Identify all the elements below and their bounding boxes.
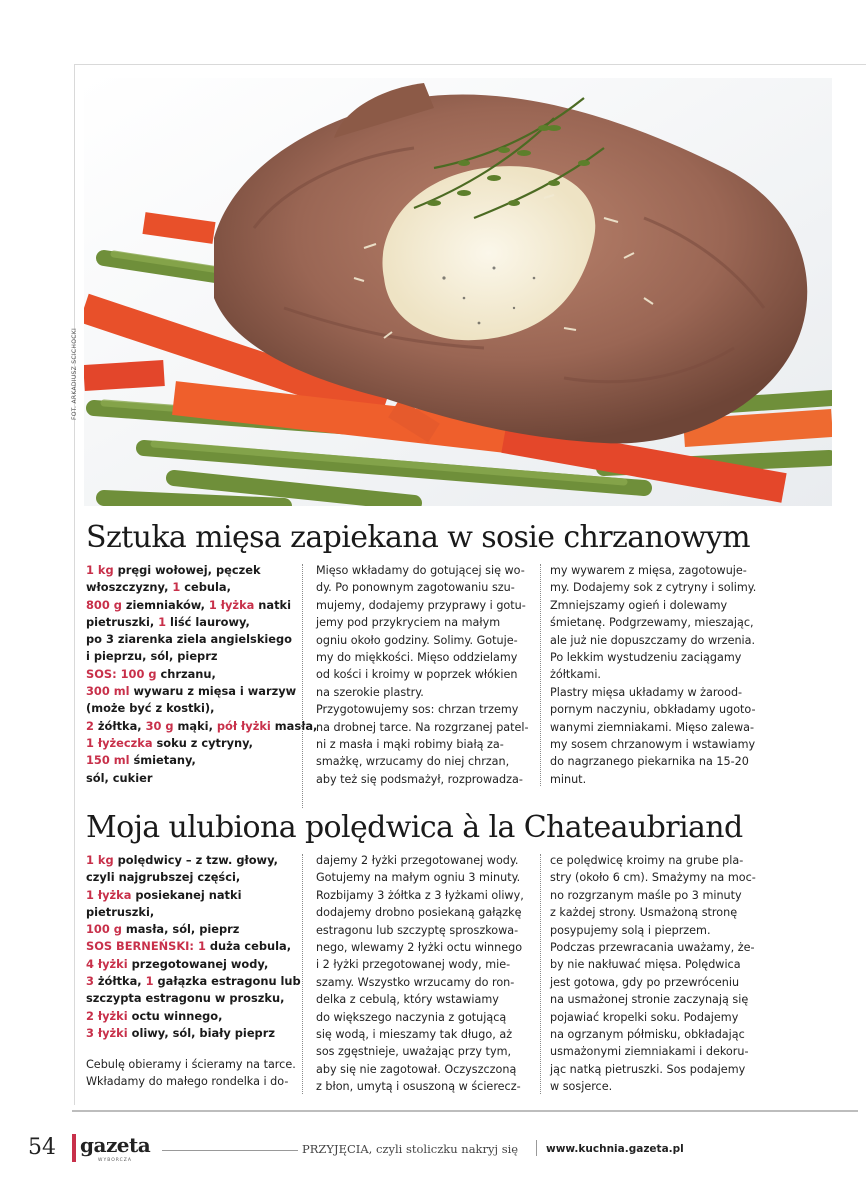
- text-line: jest gotowa, gdy po przewróceniu: [550, 975, 740, 989]
- ingredient-quantity: 2 łyżki: [86, 1008, 128, 1023]
- photo-credit: FOT. ARKADIUSZ SCICHOCKI: [71, 327, 78, 420]
- text-line: w sosjerce.: [550, 1080, 613, 1094]
- ingredient-quantity: 1: [145, 974, 154, 989]
- text-line: żółtkami.: [550, 668, 601, 682]
- ingredient-text: liść laurowy,: [166, 614, 250, 629]
- text-line: mujemy, dodajemy przyprawy i gotu-: [316, 598, 526, 612]
- text-line: wanymi ziemniakami. Mięso zalewa-: [550, 720, 754, 734]
- footer-separator: [536, 1140, 537, 1156]
- ingredient-text: polędwicy – z tzw. głowy,: [113, 853, 278, 867]
- ingredient-line: [86, 562, 296, 579]
- text-line: jemy pod przykryciem na małym: [316, 616, 501, 630]
- text-line: sos zgęstnieje, uważając przy tym,: [316, 1045, 512, 1059]
- text-line: aby też się podsmażył, rozprowadza-: [316, 772, 523, 786]
- ingredient-line: [86, 1025, 296, 1042]
- text-line: na drobnej tarce. Na rozgrzanej patel-: [316, 720, 529, 734]
- text-line: ni z masła i mąki robimy białą za-: [316, 738, 504, 752]
- column-divider: [302, 854, 304, 1094]
- ingredient-line: [86, 869, 296, 886]
- ingredient-quantity: pół łyżki: [216, 718, 271, 733]
- text-line: do większego naczynia z gotującą: [316, 1010, 507, 1024]
- ingredient-quantity: 2: [86, 718, 94, 733]
- ingredient-line: [86, 579, 296, 596]
- text-line: ale już nie dopuszczamy do wrzenia.: [550, 633, 756, 647]
- text-line: usmażonymi ziemniakami i dekoru-: [550, 1045, 749, 1059]
- ingredient-text: octu winnego,: [127, 1008, 223, 1023]
- ingredient-quantity: SOS BERNEŃSKI:: [86, 939, 198, 954]
- text-line: ogniu około godziny. Solimy. Gotuje-: [316, 633, 518, 647]
- recipe-1-title: Sztuka mięsa zapiekana w sosie chrzanowym: [86, 520, 750, 555]
- recipe-2-ingredients: [86, 852, 301, 1042]
- section-name: PRZYJĘCIA, czyli stoliczku nakryj się: [302, 1142, 519, 1156]
- text-line: Rozbijamy 3 żółtka z 3 łyżkami oliwy,: [316, 888, 524, 902]
- text-line: z każdej strony. Usmażoną stronę: [550, 906, 738, 920]
- ingredient-line: [86, 752, 296, 769]
- recipe-1-column-3: [550, 562, 760, 788]
- ingredient-text: duża cebula,: [205, 939, 292, 954]
- website-link[interactable]: www.kuchnia.gazeta.pl: [546, 1143, 684, 1155]
- ingredient-line: [86, 735, 296, 752]
- text-line: my. Dodajemy sok z cytryny i solimy.: [550, 581, 757, 595]
- text-line: i 2 łyżki przegotowanej wody, mie-: [316, 958, 511, 972]
- gazeta-logo: gazeta: [80, 1133, 151, 1157]
- ingredient-text: czyli najgrubszej części,: [86, 870, 241, 885]
- ingredient-text: żółtka,: [93, 718, 146, 733]
- ingredient-line: [86, 938, 296, 955]
- ingredient-quantity: 100 g: [86, 922, 122, 937]
- ingredient-text: ziemniaków,: [121, 597, 209, 612]
- ingredient-line: [86, 597, 296, 614]
- recipe-2-column-3: [550, 852, 760, 1096]
- text-line: ce polędwicę kroimy na grube pla-: [550, 854, 744, 867]
- footer-rule: [72, 1110, 858, 1112]
- ingredient-line: [86, 631, 296, 648]
- dish-photo: [84, 78, 832, 506]
- ingredient-quantity: 1: [172, 580, 181, 595]
- ingredient-quantity: 300 ml: [86, 684, 130, 699]
- ingredient-quantity: 30 g: [145, 718, 174, 733]
- text-line: na ogrzanym półmisku, obkładając: [550, 1028, 745, 1042]
- footer-line: [162, 1150, 298, 1151]
- ingredient-quantity: 1 łyżka: [86, 887, 132, 902]
- text-line: od kości i kroimy w poprzek włókien: [316, 668, 518, 682]
- text-line: z błon, umytą i osuszoną w ścierecz-: [316, 1080, 521, 1094]
- text-line: szamy. Wszystko wrzucamy do ron-: [316, 975, 515, 989]
- recipe-2-title: Moja ulubiona polędwica à la Chateaubriand: [86, 810, 743, 845]
- ingredient-text: posiekanej natki: [131, 887, 242, 902]
- ingredient-quantity: 1 łyżka: [208, 597, 255, 612]
- ingredient-line: [86, 648, 296, 665]
- ingredient-line: [86, 700, 296, 717]
- ingredient-text: pietruszki,: [86, 904, 155, 919]
- text-line: Wkładamy do małego rondelka i do-: [86, 1075, 289, 1089]
- ingredient-quantity: 1 kg: [86, 853, 114, 867]
- ingredient-text: mąki,: [173, 718, 217, 733]
- text-line: Plastry mięsa układamy w żarood-: [550, 685, 743, 699]
- text-line: na szerokie plastry.: [316, 685, 424, 699]
- text-line: no rozgrzanym maśle po 3 minuty: [550, 888, 742, 902]
- recipe-2-column-1-text: [86, 1056, 298, 1091]
- ingredient-line: [86, 990, 296, 1007]
- logo-accent-bar: [72, 1134, 76, 1162]
- ingredient-quantity: 1: [197, 939, 206, 954]
- ingredient-line: [86, 921, 296, 938]
- text-line: posypujemy solą i pieprzem.: [550, 923, 711, 937]
- text-line: dy. Po ponownym zagotowaniu szu-: [316, 581, 515, 595]
- text-line: by nie nakłuwać mięsa. Polędwica: [550, 958, 741, 972]
- column-divider: [540, 564, 542, 786]
- text-line: dajemy 2 łyżki przegotowanej wody.: [316, 854, 519, 867]
- ingredient-quantity: 4 łyżki: [86, 956, 128, 971]
- ingredient-quantity: 1 kg: [86, 563, 114, 577]
- ingredient-quantity: 3: [86, 974, 94, 989]
- text-line: Po lekkim wystudzeniu zaciągamy: [550, 651, 742, 665]
- text-line: pornym naczyniu, obkładamy ugoto-: [550, 703, 756, 717]
- ingredient-line: [86, 852, 296, 869]
- gazeta-logo-subtitle: WYBORCZA: [98, 1158, 132, 1163]
- text-line: my wywarem z mięsa, zagotowuje-: [550, 564, 747, 577]
- ingredient-text: soku z cytryny,: [152, 735, 254, 750]
- ingredient-text: szczypta estragonu w proszku,: [86, 991, 285, 1006]
- ingredient-text: gałązka estragonu lub: [153, 974, 301, 989]
- ingredient-quantity: 1 łyżeczka: [86, 735, 153, 750]
- ingredient-text: żółtka,: [93, 974, 146, 989]
- ingredient-text: sól, cukier: [86, 770, 153, 785]
- text-line: minut.: [550, 772, 587, 786]
- text-line: Cebulę obieramy i ścieramy na tarce.: [86, 1058, 296, 1071]
- text-line: my sosem chrzanowym i wstawiamy: [550, 738, 756, 752]
- ingredient-line: [86, 1008, 296, 1025]
- recipe-2-column-2: [316, 852, 538, 1096]
- ingredient-text: cebula,: [180, 580, 231, 595]
- ingredient-text: przegotowanej wody,: [127, 956, 269, 971]
- text-line: pojawiać kropelki soku. Podajemy: [550, 1010, 739, 1024]
- text-line: jąc natką pietruszki. Sos podajemy: [550, 1062, 746, 1076]
- text-line: Gotujemy na małym ogniu 3 minuty.: [316, 871, 521, 885]
- column-divider: [540, 854, 542, 1094]
- text-line: estragonu lub szczyptę sproszkowa-: [316, 923, 519, 937]
- ingredient-line: [86, 973, 301, 990]
- text-line: aby się nie zagotował. Oczyszczoną: [316, 1062, 517, 1076]
- ingredient-line: [86, 683, 296, 700]
- text-line: my do miękkości. Mięso oddzielamy: [316, 651, 518, 665]
- ingredient-line: [86, 770, 296, 787]
- recipe-1-ingredients: [86, 562, 318, 787]
- ingredient-text: masła,: [270, 718, 318, 733]
- ingredient-quantity: 100 g: [120, 666, 157, 681]
- text-line: na usmażonej stronie zaczynają się: [550, 993, 749, 1007]
- column-divider: [302, 564, 304, 808]
- ingredient-text: i pieprzu, sól, pieprz: [86, 649, 218, 664]
- ingredient-text: po 3 ziarenka ziela angielskiego: [86, 632, 292, 647]
- ingredient-quantity: 800 g: [86, 597, 122, 612]
- text-line: Przygotowujemy sos: chrzan trzemy: [316, 703, 519, 717]
- ingredient-line: [86, 718, 318, 735]
- ingredient-quantity: 3 łyżki: [86, 1025, 128, 1040]
- ingredient-quantity: 150 ml: [86, 753, 130, 768]
- ingredient-text: (może być z kostki),: [86, 701, 215, 716]
- ingredient-text: oliwy, sól, biały pieprz: [127, 1025, 275, 1040]
- text-line: Zmniejszamy ogień i dolewamy: [550, 598, 728, 612]
- text-line: delka z cebulą, który wstawiamy: [316, 993, 499, 1007]
- ingredient-quantity: SOS:: [86, 666, 121, 681]
- ingredient-line: [86, 614, 296, 631]
- text-line: Podczas przewracania uważamy, że-: [550, 941, 755, 955]
- ingredient-text: pręgi wołowej, pęczek: [113, 563, 261, 577]
- ingredient-line: [86, 956, 296, 973]
- text-line: do nagrzanego piekarnika na 15-20: [550, 755, 749, 769]
- text-line: się wodą, i mieszamy tak długo, aż: [316, 1028, 513, 1042]
- ingredient-text: pietruszki,: [86, 614, 159, 629]
- ingredient-text: włoszczyzny,: [86, 580, 173, 595]
- text-line: śmietanę. Podgrzewamy, mieszając,: [550, 616, 754, 630]
- ingredient-quantity: 1: [158, 614, 167, 629]
- text-line: stry (około 6 cm). Smażymy na moc-: [550, 871, 756, 885]
- recipe-1-column-2: [316, 562, 538, 788]
- ingredient-text: śmietany,: [129, 753, 196, 768]
- text-line: dodajemy drobno posiekaną gałązkę: [316, 906, 522, 920]
- ingredient-line: [86, 904, 296, 921]
- ingredient-text: masła, sól, pieprz: [121, 922, 240, 937]
- ingredient-line: [86, 666, 296, 683]
- text-line: smażkę, wrzucamy do niej chrzan,: [316, 755, 510, 769]
- page-number: 54: [28, 1135, 56, 1160]
- ingredient-text: wywaru z mięsa i warzyw: [129, 684, 297, 699]
- ingredient-text: chrzanu,: [156, 666, 216, 681]
- text-line: Mięso wkładamy do gotującej się wo-: [316, 564, 525, 577]
- text-line: nego, wlewamy 2 łyżki octu winnego: [316, 941, 523, 955]
- ingredient-line: [86, 887, 296, 904]
- ingredient-text: natki: [254, 597, 292, 612]
